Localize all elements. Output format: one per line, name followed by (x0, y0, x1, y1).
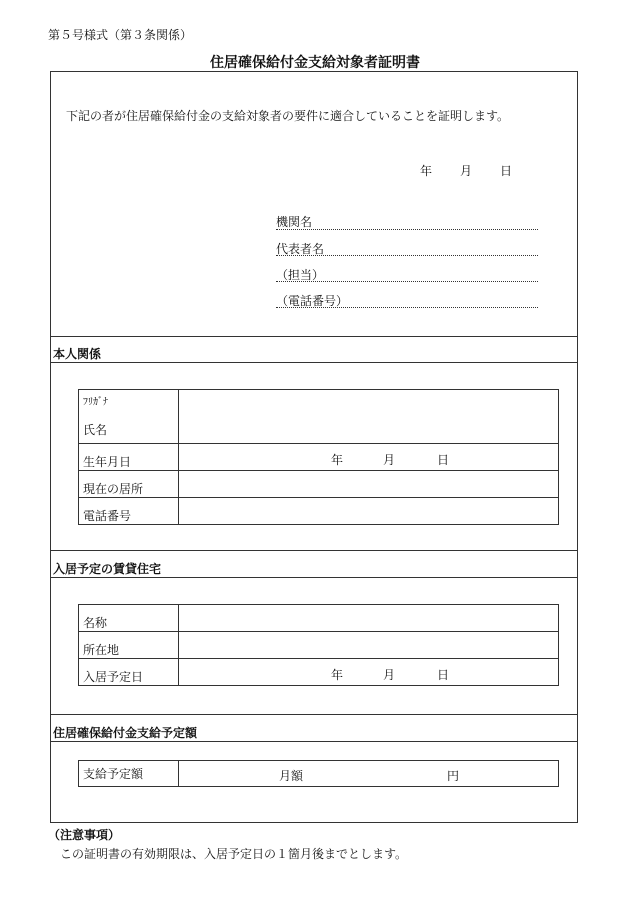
section-divider (50, 362, 578, 363)
monthly-label: 月額 (279, 769, 304, 783)
notes-title: （注意事項） (48, 828, 121, 842)
org-name-line[interactable] (276, 229, 538, 230)
org-name-label: 機関名 (276, 215, 313, 229)
table-row (79, 471, 559, 498)
birth-field[interactable] (179, 444, 559, 471)
form-number: 第５号様式（第３条関係） (48, 28, 193, 42)
yen-label: 円 (447, 769, 460, 783)
section-divider (50, 577, 578, 578)
birth-month: 月 (383, 453, 396, 467)
section-title-housing: 入居予定の賃貸住宅 (53, 562, 162, 576)
notes-text: この証明書の有効期限は、入居予定日の１箇月後までとします。 (60, 847, 408, 861)
amount-label: 支給予定額 (79, 761, 179, 787)
certification-statement: 下記の者が住居確保給付金の支給対象者の要件に適合していることを証明します。 (66, 109, 510, 123)
staff-line[interactable] (276, 281, 538, 282)
person-phone-field[interactable] (179, 498, 559, 525)
section-divider (50, 714, 578, 715)
address-field[interactable] (179, 471, 559, 498)
section-divider (50, 741, 578, 742)
section-title-person: 本人関係 (53, 347, 102, 361)
table-row (79, 444, 559, 471)
table-row (79, 761, 559, 787)
person-phone-label: 電話番号 (79, 498, 179, 525)
cert-date-month: 月 (460, 164, 473, 178)
cert-date-day: 日 (500, 164, 513, 178)
representative-label: 代表者名 (276, 242, 325, 256)
furigana-label: ﾌﾘｶﾞﾅ (83, 397, 108, 408)
table-row (79, 390, 559, 444)
representative-line[interactable] (276, 255, 538, 256)
birth-year: 年 (331, 453, 344, 467)
move-in-label: 入居予定日 (79, 659, 179, 686)
phone-label: （電話番号） (276, 294, 349, 308)
move-in-field[interactable] (179, 659, 559, 686)
document-title: 住居確保給付金支給対象者証明書 (210, 55, 420, 71)
table-row (79, 659, 559, 686)
cert-date-year: 年 (420, 164, 433, 178)
location-field[interactable] (179, 632, 559, 659)
move-in-day: 日 (437, 668, 450, 682)
name-field[interactable] (179, 390, 559, 444)
table-row (79, 632, 559, 659)
person-table (78, 389, 559, 525)
move-in-year: 年 (331, 668, 344, 682)
name-label: 氏名 (83, 423, 108, 437)
payment-table (78, 760, 559, 787)
section-divider (50, 336, 578, 337)
name-label-cell (79, 390, 179, 444)
housing-name-field[interactable] (179, 605, 559, 632)
housing-name-label: 名称 (79, 605, 179, 632)
section-title-payment: 住居確保給付金支給予定額 (53, 726, 198, 740)
location-label: 所在地 (79, 632, 179, 659)
amount-field[interactable] (179, 761, 559, 787)
phone-line[interactable] (276, 307, 538, 308)
table-row (79, 605, 559, 632)
staff-label: （担当） (276, 268, 325, 282)
move-in-month: 月 (383, 668, 396, 682)
table-row (79, 498, 559, 525)
housing-table (78, 604, 559, 686)
section-divider (50, 550, 578, 551)
birth-day: 日 (437, 453, 450, 467)
birth-label: 生年月日 (79, 444, 179, 471)
address-label: 現在の居所 (79, 471, 179, 498)
